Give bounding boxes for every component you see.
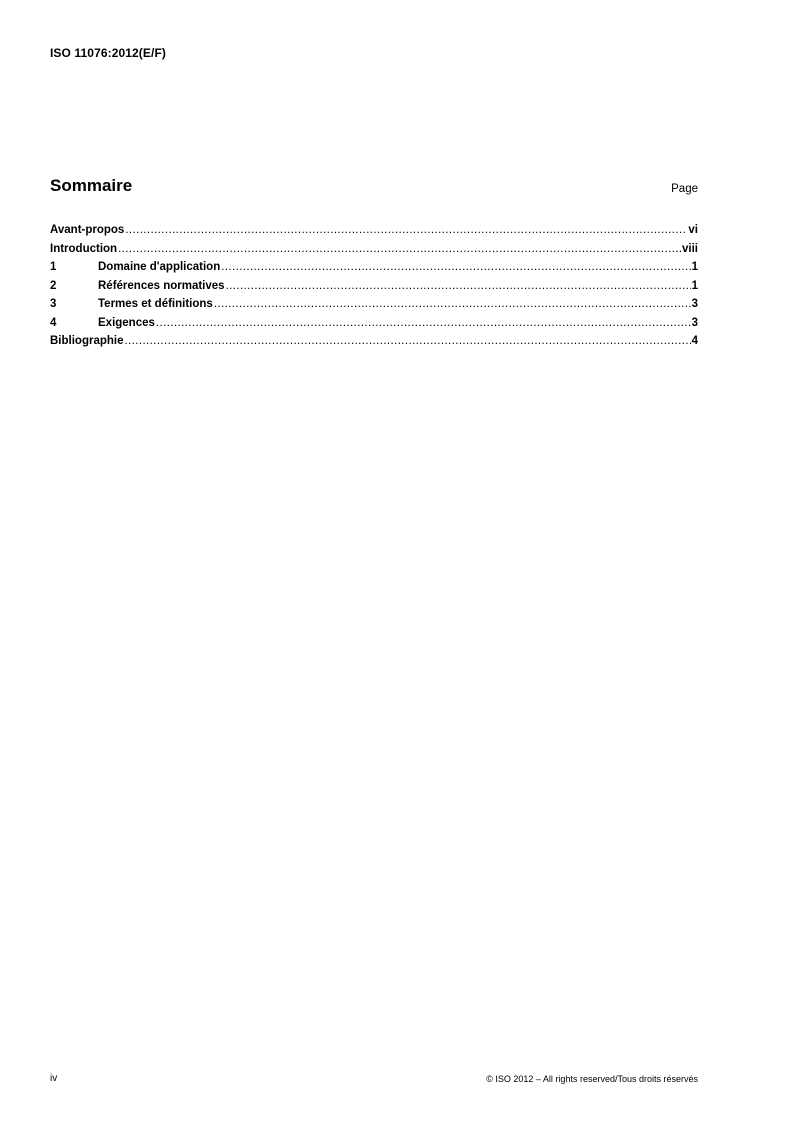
toc-entry-number: 4 xyxy=(50,316,57,329)
toc-entry-number: 1 xyxy=(50,261,57,273)
footer-copyright: © ISO 2012 – All rights reserved/Tous droits réservés xyxy=(486,1074,698,1084)
toc-entry-page: 1 xyxy=(691,261,698,273)
toc-entry-text: Introduction xyxy=(50,242,118,255)
toc-entry-number: 2 xyxy=(50,279,57,292)
toc-entry-text: Bibliographie xyxy=(50,335,124,347)
toc-entry-text: Domaine d'application xyxy=(98,261,221,273)
toc-entry-termes-definitions[interactable] xyxy=(50,298,698,317)
toc-entry-avant-propos[interactable] xyxy=(50,224,698,243)
toc-title: Sommaire xyxy=(50,176,133,195)
toc-dot-leader xyxy=(118,243,681,255)
toc-entry-bibliographie[interactable] xyxy=(50,335,698,354)
toc-entry-domaine-application[interactable] xyxy=(50,261,698,280)
toc-entry-text: Avant-propos xyxy=(50,224,125,236)
toc-entry-page: viii xyxy=(682,242,698,255)
toc-entry-text: Termes et définitions xyxy=(98,298,213,310)
toc-dot-leader xyxy=(221,261,690,273)
toc-entry-page: 1 xyxy=(691,279,698,292)
toc-dot-leader xyxy=(124,335,690,347)
toc-entry-references-normatives[interactable] xyxy=(50,280,698,299)
toc-entry-text: Exigences xyxy=(98,316,155,329)
toc-entry-exigences[interactable] xyxy=(50,317,698,336)
toc-entry-introduction[interactable] xyxy=(50,243,698,262)
toc-dot-leader xyxy=(226,280,691,292)
toc-dot-leader xyxy=(214,298,691,310)
table-of-contents xyxy=(50,224,698,354)
toc-page-column-label: Page xyxy=(671,183,698,195)
toc-entry-page: 4 xyxy=(691,335,698,347)
toc-dot-leader xyxy=(156,317,691,329)
toc-dot-leader xyxy=(125,224,687,236)
toc-entry-page: 3 xyxy=(691,298,698,310)
footer-page-number: iv xyxy=(50,1073,58,1084)
toc-entry-number: 3 xyxy=(50,298,57,310)
document-code: ISO 11076:2012(E/F) xyxy=(50,46,166,60)
toc-heading xyxy=(50,176,698,198)
toc-entry-text: Références normatives xyxy=(98,279,225,292)
toc-entry-page: vi xyxy=(688,224,698,236)
toc-entry-page: 3 xyxy=(691,316,698,329)
